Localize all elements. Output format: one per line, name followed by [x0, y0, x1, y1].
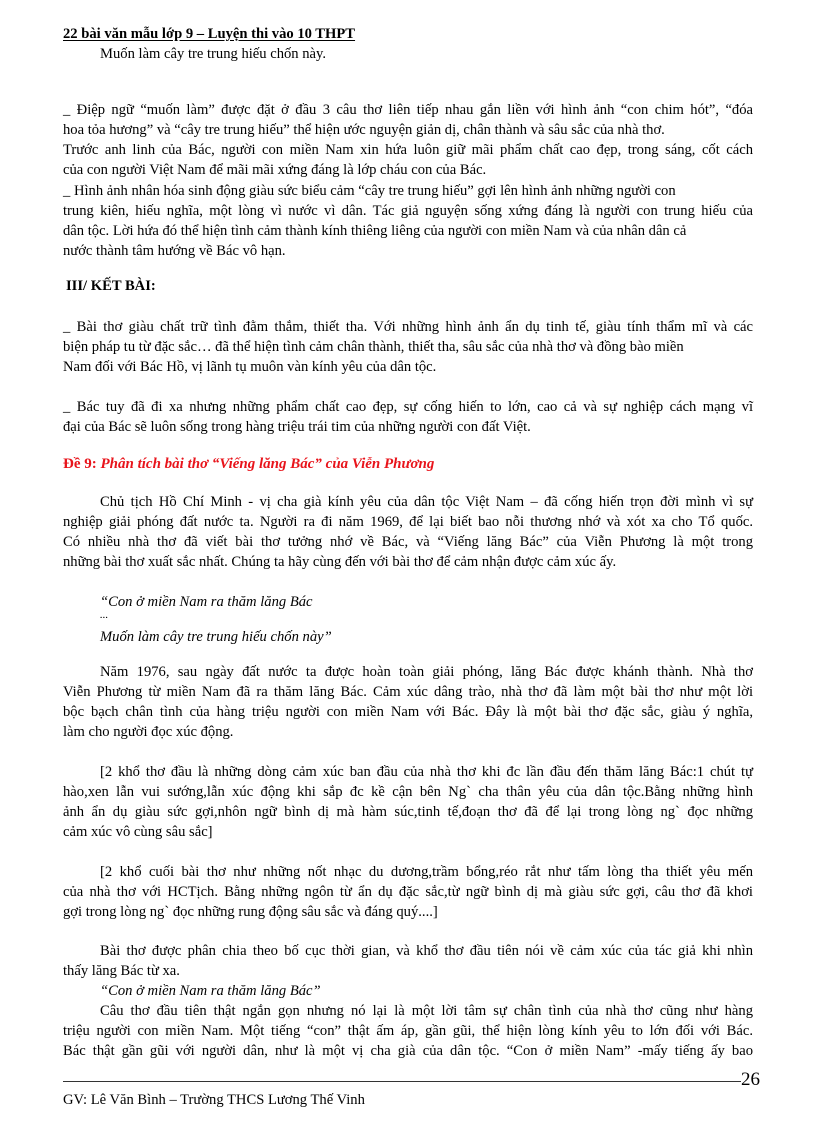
text-line: đại của Bác sẽ luôn sống trong hàng triệu trái tim của những người con đất Việt.: [63, 419, 531, 435]
text-line: Năm 1976, sau ngày đất nước ta được hoàn toàn giải phóng, lăng Bác được khánh thành. Nhà thơ: [100, 664, 753, 680]
text-line: Câu thơ đầu tiên thật ngắn gọn nhưng nó lại là một lời tâm sự chân tình của nhà thơ cũng như hàng: [100, 1003, 753, 1019]
document-header-title: 22 bài văn mẫu lớp 9 – Luyện thi vào 10 THPT: [63, 26, 356, 42]
paragraph-intro: [63, 492, 753, 572]
topic-heading-de-9: [63, 454, 753, 474]
paragraph-ket-bai-1: [63, 317, 753, 377]
footer-author: GV: Lê Văn Bình – Trường THCS Lương Thế Vinh: [63, 1092, 365, 1108]
quote-last-line: Muốn làm cây tre trung hiếu chốn này”: [100, 629, 332, 645]
text-line: Có nhiều nhà thơ đã viết bài thơ tưởng nhớ về Bác, và “Viếng lăng Bác” của Viễn Phương là một trong: [63, 534, 753, 550]
text-line: Bác thật gần gũi với người dân, như là một vị cha già của dân tộc. “Con ở miền Nam” -mấy tiếng ấy bao: [63, 1043, 753, 1059]
quote-second: “Con ở miền Nam ra thăm lăng Bác”: [100, 983, 321, 999]
quote-ellipsis: ...: [100, 609, 109, 621]
paragraph-nam-1976: [63, 662, 753, 742]
paragraph-ket-bai-2: [63, 397, 753, 437]
verse-line: Muốn làm cây tre trung hiếu chốn này.: [100, 46, 327, 62]
paragraph-2-kho-dau: [63, 762, 753, 842]
text-line: của con người Việt Nam để mãi mãi xứng đáng là lớp cháu con của Bác.: [63, 162, 487, 178]
text-line: hào,xen lẫn vui sướng,lẫn xúc động khi sắp đc kề cận bên Ng` cha thân yêu của dân tộc.Bằng những hình: [63, 784, 753, 800]
paragraph-diep-ngu: [63, 100, 753, 180]
text-line: nước thành tâm hướng về Bác vô hạn.: [63, 243, 286, 259]
footer-divider: [63, 1081, 741, 1082]
topic-label: Đề 9:: [63, 456, 101, 472]
text-line: làm cho người đọc xúc động.: [63, 724, 234, 740]
text-line: thấy lăng Bác từ xa.: [63, 963, 180, 979]
text-line: Chủ tịch Hồ Chí Minh - vị cha già kính yêu của dân tộc Việt Nam – đã cống hiến trọn đời mình vì sự: [100, 494, 753, 510]
text-line: bộc bạch chân tình của hàng triệu người con miền Nam với Bác. Đây là một bài thơ đặc sắc, giàu ý nghĩa,: [63, 704, 753, 720]
quote-first-line: “Con ở miền Nam ra thăm lăng Bác: [100, 594, 313, 610]
text-line: dân tộc. Lời hứa đó thể hiện tình cảm thành kính thiêng liêng của người con miền Nam và của nhân dân cả: [63, 223, 687, 239]
text-line: nghiệp giải phóng đất nước ta. Người ra đi năm 1969, để lại biết bao nỗi thương nhớ và xót xa cho Tổ quốc.: [63, 514, 753, 530]
paragraph-bo-cuc: [63, 941, 753, 981]
text-line: trung kiên, hiếu nghĩa, một lòng vì nước vì dân. Tác giả nguyện sống xứng đáng là người con trung hiếu của: [63, 203, 753, 219]
topic-title: Phân tích bài thơ “Viếng lăng Bác” của Viễn Phương: [100, 456, 435, 472]
paragraph-2-kho-cuoi: [63, 862, 753, 922]
text-line: những bài thơ xuất sắc nhất. Chúng ta hãy cùng đến với bài thơ để cảm nhận được cảm xúc ấy.: [63, 554, 617, 570]
paragraph-cau-tho-dau: [63, 1001, 753, 1061]
section-heading-ket-bai: III/ KẾT BÀI:: [66, 278, 156, 294]
text-line: ảnh ẩn dụ giàu sức gợi,nhôn ngữ bình dị mà hàm súc,tinh tế,đoạn thơ đã để lại trong lòng ng` đọc những: [63, 804, 753, 820]
text-line: triệu người con miền Nam. Một tiếng “con” thật ấm áp, gần gũi, thể hiện lòng kính yêu to lớn đối với Bác.: [63, 1023, 753, 1039]
text-line: _ Hình ảnh nhân hóa sinh động giàu sức biểu cảm “cây tre trung hiếu” gợi lên hình ảnh những người con: [63, 183, 676, 199]
text-line: [2 khổ cuối bài thơ như những nốt nhạc du dương,trầm bổng,réo rắt như tấm lòng tha thiết yêu mến: [100, 864, 753, 880]
text-line: _ Điệp ngữ “muốn làm” được đặt ở đầu 3 câu thơ liên tiếp nhau gắn liền với hình ảnh “con chim hót”, “đóa: [63, 102, 753, 118]
page-number: 26: [741, 1069, 760, 1090]
text-line: Nam đối với Bác Hồ, vị lãnh tụ muôn vàn kính yêu của dân tộc.: [63, 359, 437, 375]
text-line: của nhà thơ với HCTịch. Bằng những ngôn từ ẩn dụ đặc sắc,từ ngữ bình dị mà giàu sức gợi, câu thơ đã khơi: [63, 884, 753, 900]
text-line: hoa tỏa hương” và “cây tre trung hiếu” thể hiện ước nguyện giản dị, chân thành và sâu sắc của nhà thơ.: [63, 122, 665, 138]
text-line: Trước anh linh của Bác, người con miền Nam xin hứa luôn giữ mãi phẩm chất cao đẹp, trong sáng, cốt cách: [63, 142, 753, 158]
text-line: biện pháp tu từ đặc sắc… đã thể hiện tình cảm chân thành, thiết tha, sâu sắc của nhà thơ và đồng bào miền: [63, 339, 684, 355]
text-line: Viễn Phương từ miền Nam đã ra thăm lăng Bác. Cảm xúc dâng trào, nhà thơ đã làm một bài thơ như một lời: [63, 684, 753, 700]
text-line: [2 khổ thơ đầu là những dòng cảm xúc ban đầu của nhà thơ khi đc lần đầu đến thăm lăng Bác:1 chút tự: [100, 764, 753, 780]
text-line: _ Bài thơ giàu chất trữ tình đằm thắm, thiết tha. Với những hình ảnh ẩn dụ tinh tế, giàu tính thẩm mĩ và các: [63, 319, 753, 335]
text-line: gợi trong lòng ng` đọc những rung động sâu sắc và đáng quý....]: [63, 904, 438, 920]
text-line: _ Bác tuy đã đi xa nhưng những phẩm chất cao đẹp, sự cống hiến to lớn, cao cả và sự nghiệp cách mạng vĩ: [63, 399, 753, 415]
text-line: Bài thơ được phân chia theo bố cục thời gian, và khổ thơ đầu tiên nói về cảm xúc của tác giả khi nhìn: [100, 943, 753, 959]
paragraph-hinh-anh: [63, 181, 753, 261]
text-line: cảm xúc vô cùng sâu sắc]: [63, 824, 213, 840]
